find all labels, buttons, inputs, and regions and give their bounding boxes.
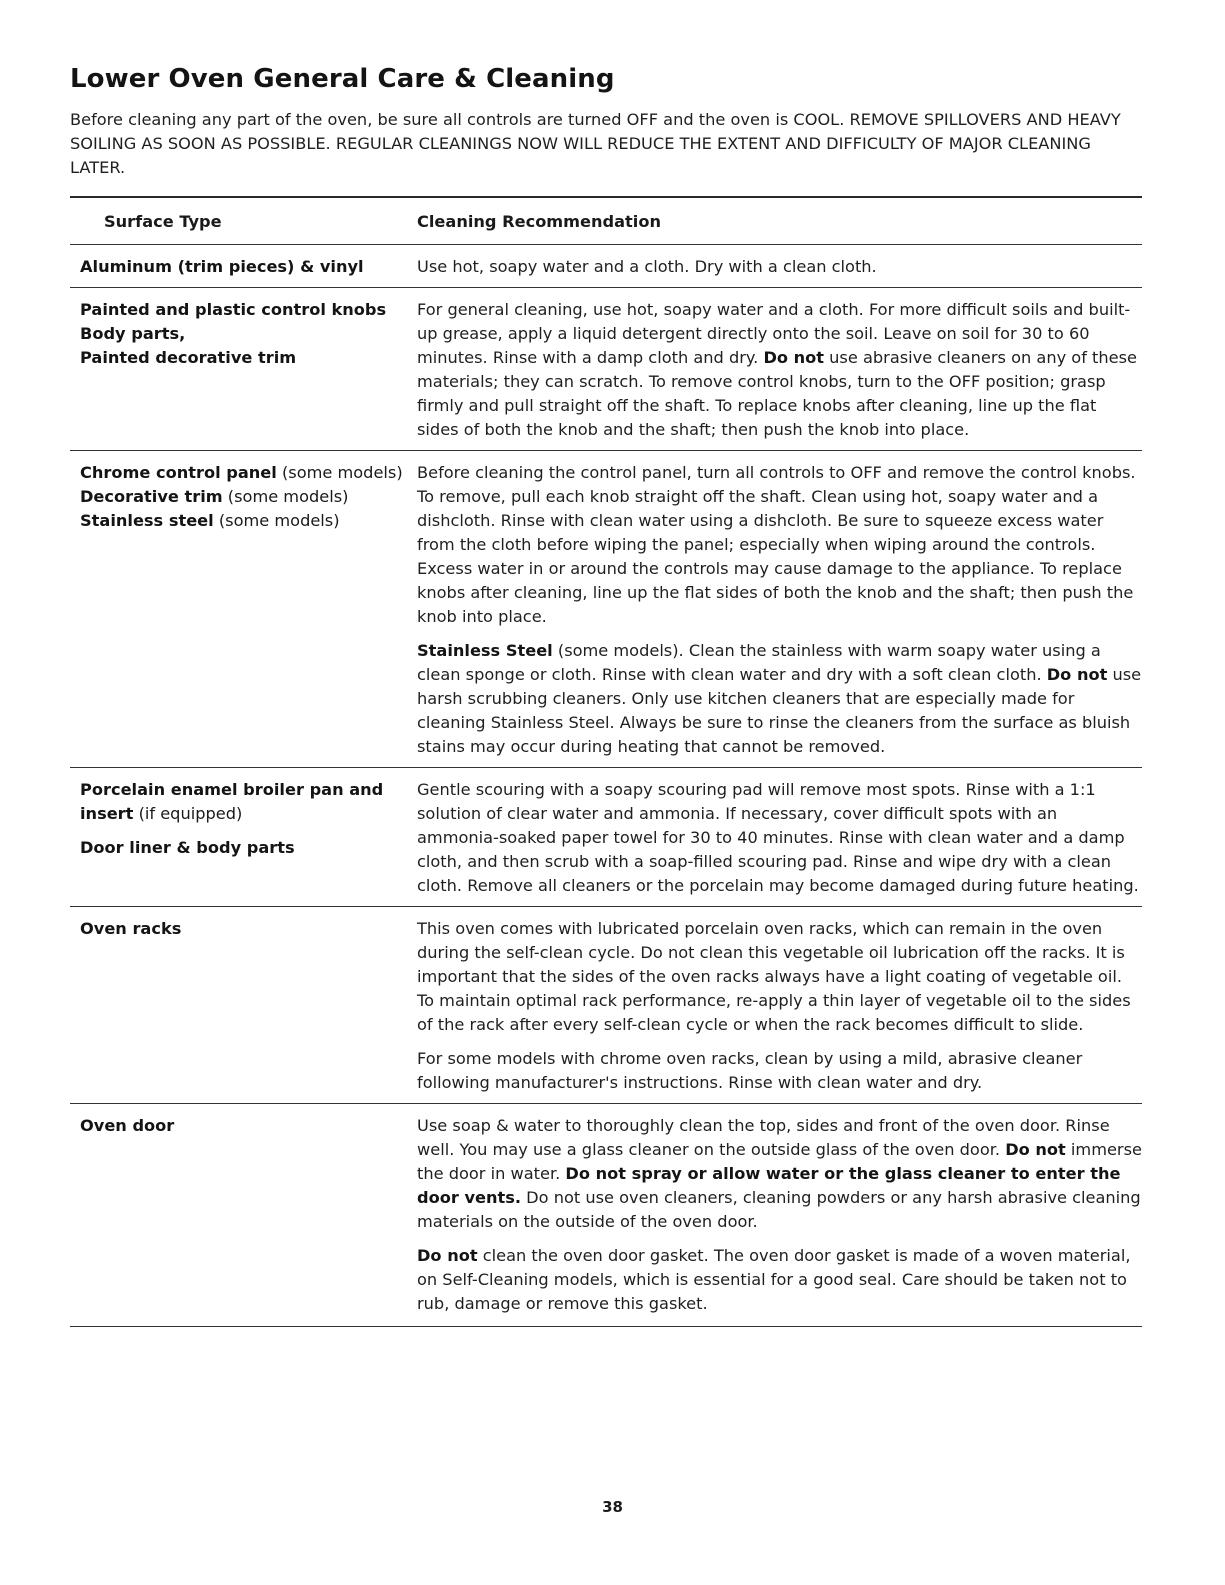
surface-type-cell [70,461,417,759]
surface-type-cell [70,778,417,898]
body-text: use abrasive cleaners on any of these materials; they can scratch. To remove control knobs, turn to the OFF position; grasp firmly and pull straight off the shaft. To replace knobs after cleaning, line up the flat sides of both the knob and the shaft; then push the knob into place. [417,348,1138,439]
surface-type-cell [70,255,417,279]
surface-name: Oven door [80,1116,175,1135]
surface-note: (if equipped) [133,804,243,823]
surface-type-cell [70,1114,417,1316]
table-row [70,907,1142,1103]
surface-label [80,485,417,509]
recommendation-paragraph [417,1244,1142,1316]
surface-note: (some models) [222,487,349,506]
surface-name: Chrome control panel [80,463,277,482]
recommendation-paragraph [417,778,1142,898]
surface-name: Body parts, [80,324,186,343]
emphasis-text: Do not [763,348,825,367]
cleaning-recommendation-cell [417,1114,1142,1316]
emphasis-text: Stainless Steel [417,641,553,660]
surface-label [80,1114,417,1138]
table-row [70,768,1142,906]
body-text: Use hot, soapy water and a cloth. Dry with a clean cloth. [417,257,877,276]
surface-label [80,509,417,533]
surface-note: (some models) [276,463,403,482]
recommendation-paragraph [417,1047,1142,1095]
surface-type-cell [70,917,417,1095]
recommendation-paragraph [417,917,1142,1037]
emphasis-text: Do not [1046,665,1108,684]
surface-label [80,346,417,370]
table-row [70,245,1142,287]
body-text: clean the oven door gasket. The oven door gasket is made of a woven material, on Self-Cleaning models, which is essential for a good seal. Care should be taken not to rub, damage or remove this gasket. [417,1246,1131,1313]
recommendation-paragraph [417,298,1142,442]
intro-paragraph: Before cleaning any part of the oven, be sure all controls are turned OFF and the oven is COOL. REMOVE SPILLOVERS AND HEAVY SOILING AS SOON AS POSSIBLE. REGULAR CLEANINGS NOW WILL REDUCE THE EXTENT AND DIFFICULTY OF MAJOR CLEANING LATER. [70,110,1121,177]
surface-label [80,778,417,826]
table-row [70,451,1142,767]
recommendation-paragraph [417,255,1142,279]
surface-name: Door liner & body parts [80,838,295,857]
table-body [70,245,1142,1327]
cleaning-recommendation-cell [417,917,1142,1095]
surface-label [80,322,417,346]
table-row [70,288,1142,450]
surface-label [80,461,417,485]
surface-name: Painted and plastic control knobs [80,300,387,319]
surface-name: Porcelain enamel broiler pan and insert [80,780,384,823]
body-text: immerse the door in water. [417,1140,1142,1183]
row-divider [70,1326,1142,1327]
emphasis-text: Do not [1005,1140,1066,1159]
cleaning-recommendation-cell [417,461,1142,759]
body-text: use harsh scrubbing cleaners. Only use kitchen cleaners that are especially made for cleaning Stainless Steel. Always be sure to rinse the cleaners from the surface as bluish stains may occur during heating that cannot be removed. [417,665,1142,756]
page-title: Lower Oven General Care & Cleaning [70,64,615,94]
header-cleaning-recommendation: Cleaning Recommendation [417,211,661,231]
surface-name: Oven racks [80,919,182,938]
recommendation-paragraph [417,1114,1142,1234]
surface-note: (some models) [213,511,340,530]
body-text: For some models with chrome oven racks, clean by using a mild, abrasive cleaner following manufacturer's instructions. Rinse with clean water and dry. [417,1049,1083,1092]
surface-name: Painted decorative trim [80,348,297,367]
recommendation-paragraph [417,639,1142,759]
surface-name: Decorative trim [80,487,223,506]
surface-type-cell [70,298,417,442]
body-text: Gentle scouring with a soapy scouring pad will remove most spots. Rinse with a 1:1 solution of clear water and ammonia. If necessary, cover difficult spots with an ammonia-soaked paper towel for 30 to 40 minutes. Rinse with clean water and a damp cloth, and then scrub with a soap-filled scouring pad. Rinse and wipe dry with a clean cloth. Remove all cleaners or the porcelain may become damaged during future heating. [417,780,1139,895]
emphasis-text: Do not spray or allow water or the glass cleaner to enter the door vents. [417,1164,1121,1207]
table-header [70,198,1142,244]
body-text: For general cleaning, use hot, soapy water and a cloth. For more difficult soils and built-up grease, apply a liquid detergent directly onto the soil. Leave on soil for 30 to 60 minutes. Rinse with a damp cloth and dry. [417,300,1131,367]
surface-name: Stainless steel [80,511,214,530]
emphasis-text: Do not [417,1246,478,1265]
table-row [70,1104,1142,1326]
surface-label [80,255,417,279]
surface-label [80,917,417,941]
cleaning-recommendation-cell [417,778,1142,898]
surface-label [80,298,417,322]
body-text: (some models). Clean the stainless with warm soapy water using a clean sponge or cloth. Rinse with clean water and dry with a soft clean cloth. [417,641,1101,684]
body-text: Use soap & water to thoroughly clean the top, sides and front of the oven door. Rinse well. You may use a glass cleaner on the outside glass of the oven door. [417,1116,1110,1159]
body-text: Before cleaning the control panel, turn all controls to OFF and remove the control knobs. To remove, pull each knob straight off the shaft. Clean using hot, soapy water and a dishcloth. Rinse with clean water using a dishcloth. Be sure to squeeze excess water from the cloth before wiping the panel; especially when wiping around the controls. Excess water in or around the controls may cause damage to the appliance. To replace knobs after cleaning, line up the flat sides of both the knob and the shaft; then push the knob into place. [417,463,1136,626]
surface-name: Aluminum (trim pieces) & vinyl [80,257,364,276]
body-text: This oven comes with lubricated porcelain oven racks, which can remain in the oven during the self-clean cycle. Do not clean this vegetable oil lubrication off the racks. It is important that the sides of the oven racks always have a light coating of vegetable oil. To maintain optimal rack performance, re-apply a thin layer of vegetable oil to the sides of the rack after every self-clean cycle or when the rack becomes difficult to slide. [417,919,1131,1034]
surface-label [80,836,417,860]
page-number: 38 [602,1498,623,1516]
header-surface-type: Surface Type [104,211,222,231]
care-cleaning-table [70,196,1142,1327]
cleaning-recommendation-cell [417,298,1142,442]
body-text: Do not use oven cleaners, cleaning powders or any harsh abrasive cleaning materials on the outside of the oven door. [417,1188,1141,1231]
recommendation-paragraph [417,461,1142,629]
cleaning-recommendation-cell [417,255,1142,279]
